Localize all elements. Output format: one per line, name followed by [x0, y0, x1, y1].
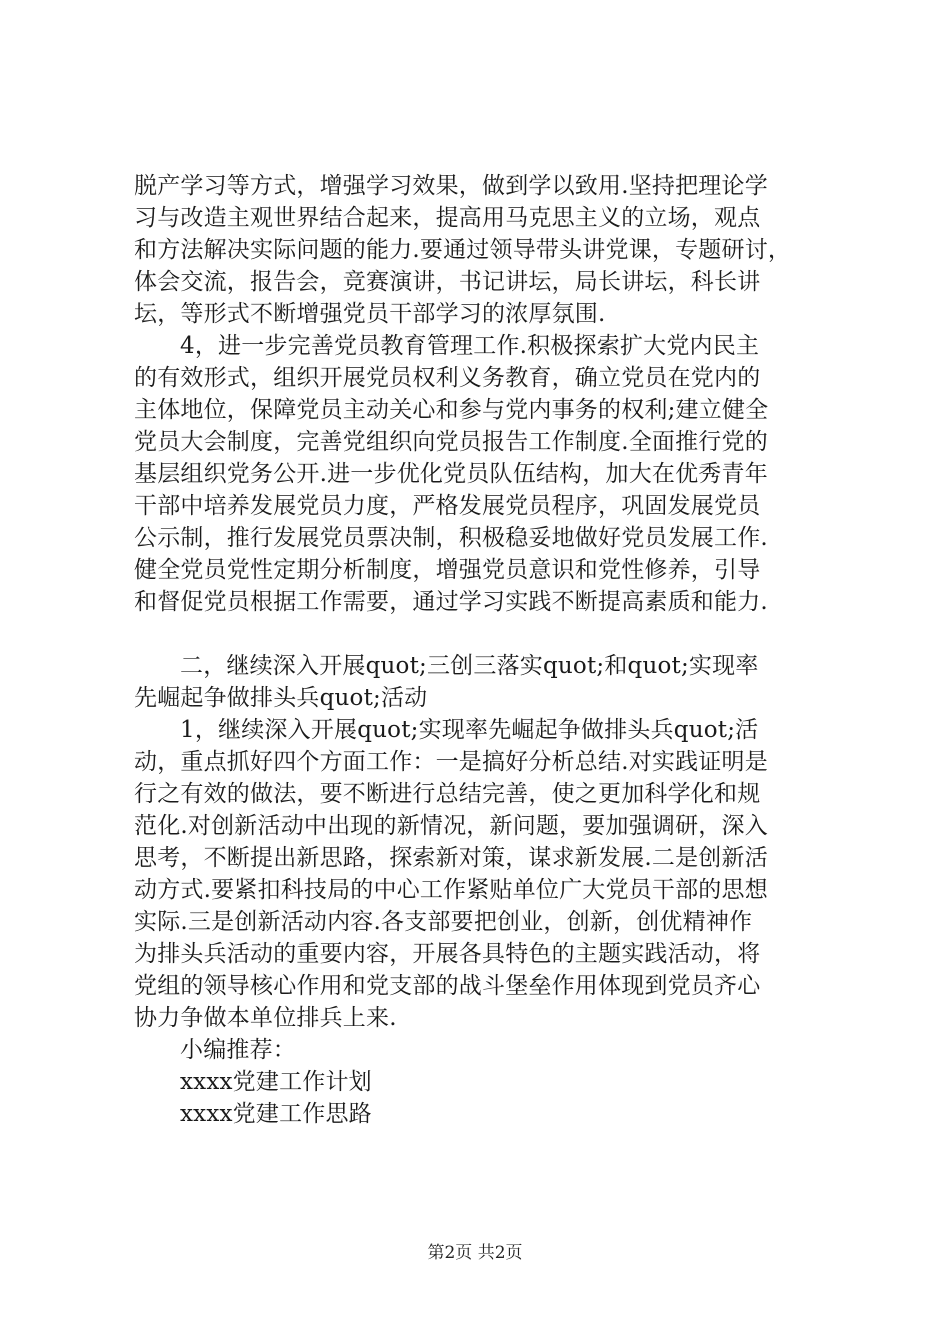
text-line: 健全党员党性定期分析制度，增强党员意识和党性修养，引导	[134, 557, 761, 583]
section-heading-2	[134, 650, 834, 714]
heading-line: 先崛起争做排头兵quot;活动	[134, 685, 428, 711]
recommend-link-plan[interactable]: xxxx党建工作计划	[180, 1069, 372, 1095]
text-line: 体会交流，报告会，竞赛演讲，书记讲坛，局长讲坛，科长讲	[134, 269, 761, 295]
text-line: 实际.三是创新活动内容.各支部要把创业，创新，创优精神作	[134, 909, 753, 935]
text-line: 坛，等形式不断增强党员干部学习的浓厚氛围.	[134, 301, 606, 327]
document-body	[134, 170, 834, 1130]
recommend-link-ideas[interactable]: xxxx党建工作思路	[180, 1101, 372, 1127]
text-line: 动方式.要紧扣科技局的中心工作紧贴单位广大党员干部的思想	[134, 877, 768, 903]
text-line: 习与改造主观世界结合起来，提高用马克思主义的立场，观点	[134, 205, 761, 231]
text-line: 和方法解决实际问题的能力.要通过领导带头讲党课，专题研讨，	[134, 237, 792, 263]
text-line: 协力争做本单位排兵上来.	[134, 1005, 397, 1031]
text-line: 党员大会制度，完善党组织向党员报告工作制度.全面推行党的	[134, 429, 768, 455]
recommend-label: 小编推荐：	[180, 1037, 296, 1063]
text-line: 主体地位，保障党员主动关心和参与党内事务的权利;建立健全	[134, 397, 769, 423]
text-line: 干部中培养发展党员力度，严格发展党员程序，巩固发展党员	[134, 493, 761, 519]
page-footer: 第2页 共2页	[427, 1243, 523, 1263]
text-line: 4，进一步完善党员教育管理工作.积极探索扩大党内民主	[180, 333, 760, 359]
text-line: 的有效形式，组织开展党员权利义务教育，确立党员在党内的	[134, 365, 761, 391]
text-line: 脱产学习等方式，增强学习效果，做到学以致用.坚持把理论学	[134, 173, 768, 199]
paragraph-study-methods	[134, 170, 834, 330]
text-line: 范化.对创新活动中出现的新情况，新问题，要加强调研，深入	[134, 813, 768, 839]
paragraph-activities	[134, 714, 834, 1034]
text-line: 基层组织党务公开.进一步优化党员队伍结构，加大在优秀青年	[134, 461, 768, 487]
text-line: 思考，不断提出新思路，探索新对策，谋求新发展.二是创新活	[134, 845, 768, 871]
recommend-section	[134, 1034, 834, 1130]
heading-line: 二，继续深入开展quot;三创三落实quot;和quot;实现率	[180, 653, 759, 679]
paragraph-spacer	[134, 618, 834, 650]
text-line: 公示制，推行发展党员票决制，积极稳妥地做好党员发展工作.	[134, 525, 768, 551]
text-line: 为排头兵活动的重要内容，开展各具特色的主题实践活动，将	[134, 941, 761, 967]
paragraph-member-management	[134, 330, 834, 618]
text-line: 行之有效的做法，要不断进行总结完善，使之更加科学化和规	[134, 781, 761, 807]
text-line: 党组的领导核心作用和党支部的战斗堡垒作用体现到党员齐心	[134, 973, 761, 999]
text-line: 1，继续深入开展quot;实现率先崛起争做排头兵quot;活	[180, 717, 759, 743]
text-line: 和督促党员根据工作需要，通过学习实践不断提高素质和能力.	[134, 589, 768, 615]
text-line: 动，重点抓好四个方面工作：一是搞好分析总结.对实践证明是	[134, 749, 768, 775]
